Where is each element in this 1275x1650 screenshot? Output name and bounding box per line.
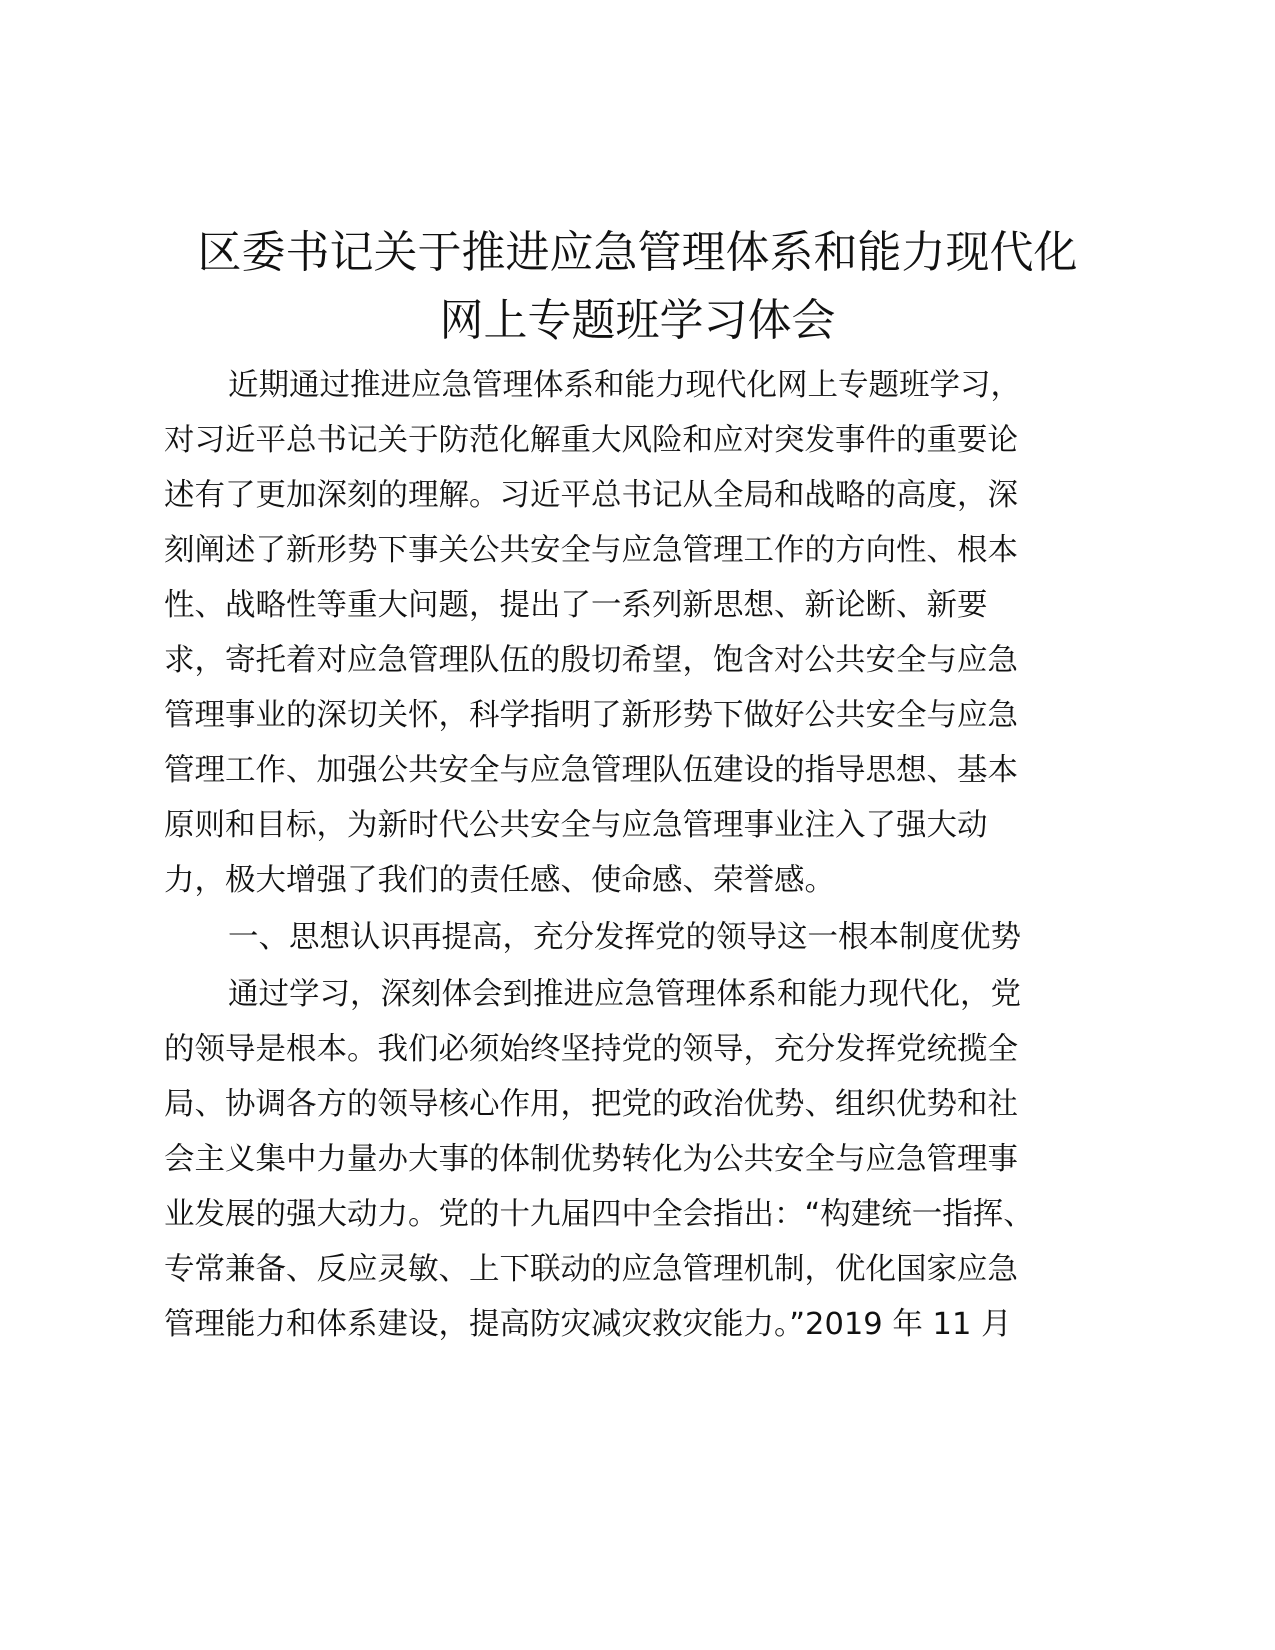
paragraph-line: 近期通过推进应急管理体系和能力现代化网上专题班学习，: [228, 368, 1021, 403]
paragraph-line: 管理事业的深切关怀，科学指明了新形势下做好公共安全与应急: [164, 698, 1018, 733]
paragraph-line: 管理能力和体系建设，提高防灾减灾救灾能力。”2019 年 11 月: [164, 1307, 1012, 1342]
paragraph-line: 求，寄托着对应急管理队伍的殷切希望，饱含对公共安全与应急: [164, 643, 1018, 678]
paragraph-line: 述有了更加深刻的理解。习近平总书记从全局和战略的高度，深: [164, 478, 1018, 513]
section-heading: 一、思想认识再提高，充分发挥党的领导这一根本制度优势: [228, 920, 1021, 955]
paragraph-line: 会主义集中力量办大事的体制优势转化为公共安全与应急管理事: [164, 1142, 1018, 1177]
paragraph-line: 原则和目标，为新时代公共安全与应急管理事业注入了强大动: [164, 808, 988, 843]
document-title-line-1: 区委书记关于推进应急管理体系和能力现代化: [197, 227, 1078, 278]
paragraph-line: 局、协调各方的领导核心作用，把党的政治优势、组织优势和社: [164, 1087, 1018, 1122]
paragraph-line: 专常兼备、反应灵敏、上下联动的应急管理机制，优化国家应急: [164, 1252, 1018, 1287]
paragraph-line: 管理工作、加强公共安全与应急管理队伍建设的指导思想、基本: [164, 753, 1018, 788]
paragraph-line: 力，极大增强了我们的责任感、使命感、荣誉感。: [164, 863, 835, 898]
paragraph-line: 对习近平总书记关于防范化解重大风险和应对突发事件的重要论: [164, 423, 1018, 458]
paragraph-line: 性、战略性等重大问题，提出了一系列新思想、新论断、新要: [164, 588, 988, 623]
paragraph-line: 业发展的强大动力。党的十九届四中全会指出：“构建统一指挥、: [164, 1197, 1034, 1232]
paragraph-line: 通过学习，深刻体会到推进应急管理体系和能力现代化，党: [228, 977, 1021, 1012]
paragraph-line: 的领导是根本。我们必须始终坚持党的领导，充分发挥党统揽全: [164, 1032, 1018, 1067]
paragraph-line: 刻阐述了新形势下事关公共安全与应急管理工作的方向性、根本: [164, 533, 1018, 568]
document-title-line-2: 网上专题班学习体会: [439, 295, 836, 346]
